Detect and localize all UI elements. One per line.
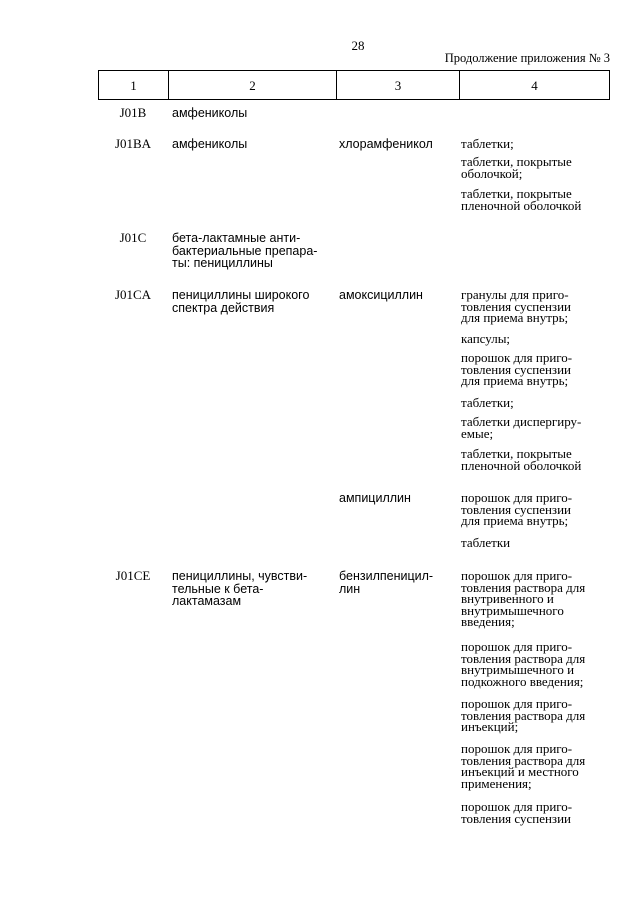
atc-code: J01B	[119, 105, 147, 120]
atc-code: J01CA	[114, 287, 152, 302]
dosage-form: таблетки, покрытые пленочной оболочкой	[461, 186, 582, 213]
dosage-form: порошок для приго- товления суспензии	[461, 799, 573, 826]
dosage-form: порошок для приго- товления раствора для внутривенного и внутримышечного введения;	[461, 568, 586, 629]
dosage-form: таблетки, покрытые оболочкой;	[461, 154, 572, 181]
drug-name: ампициллин	[339, 491, 411, 505]
header-col-2: 2	[169, 71, 337, 99]
dosage-form: капсулы;	[461, 331, 511, 346]
dosage-form: таблетки, покрытые пленочной оболочкой	[461, 446, 582, 473]
dosage-form: порошок для приго- товления раствора для внутримышечного и подкожного введения;	[461, 639, 586, 689]
drug-name: амоксициллин	[339, 288, 423, 302]
atc-code: J01C	[119, 230, 147, 245]
header-col-3: 3	[337, 71, 460, 99]
dosage-form: таблетки диспергиру- емые;	[461, 414, 582, 441]
header-col-4: 4	[531, 77, 538, 93]
group-name: амфениколы	[172, 106, 248, 120]
drug-name: бензилпеницил- лин	[339, 569, 434, 596]
group-name: бета-лактамные анти- бактериальные препара- ты: пенициллины	[172, 231, 318, 270]
dosage-form: гранулы для приго- товления суспензии для приема внутрь;	[461, 287, 571, 325]
header-col-1: 1	[99, 71, 169, 99]
group-name: пенициллины широкого спектра действия	[172, 288, 310, 315]
dosage-form: порошок для приго- товления раствора для инъекций;	[461, 696, 586, 734]
atc-code: J01BA	[114, 136, 152, 151]
group-name: пенициллины, чувстви- тельные к бета- лактамазам	[172, 569, 308, 608]
group-name: амфениколы	[172, 137, 248, 151]
dosage-form: порошок для приго- товления суспензии для приема внутрь;	[461, 350, 573, 388]
dosage-form: таблетки;	[461, 395, 514, 410]
dosage-form: таблетки;	[461, 136, 514, 151]
continuation-note: Продолжение приложения № 3	[444, 51, 610, 65]
dosage-form: таблетки	[461, 535, 511, 550]
drug-name: хлорамфеникол	[339, 137, 433, 151]
dosage-form: порошок для приго- товления раствора для инъекций и местного применения;	[461, 741, 586, 791]
table-header	[98, 70, 610, 100]
page-number: 28	[351, 38, 365, 53]
dosage-form: порошок для приго- товления суспензии для приема внутрь;	[461, 490, 573, 528]
atc-code: J01CE	[115, 568, 151, 583]
